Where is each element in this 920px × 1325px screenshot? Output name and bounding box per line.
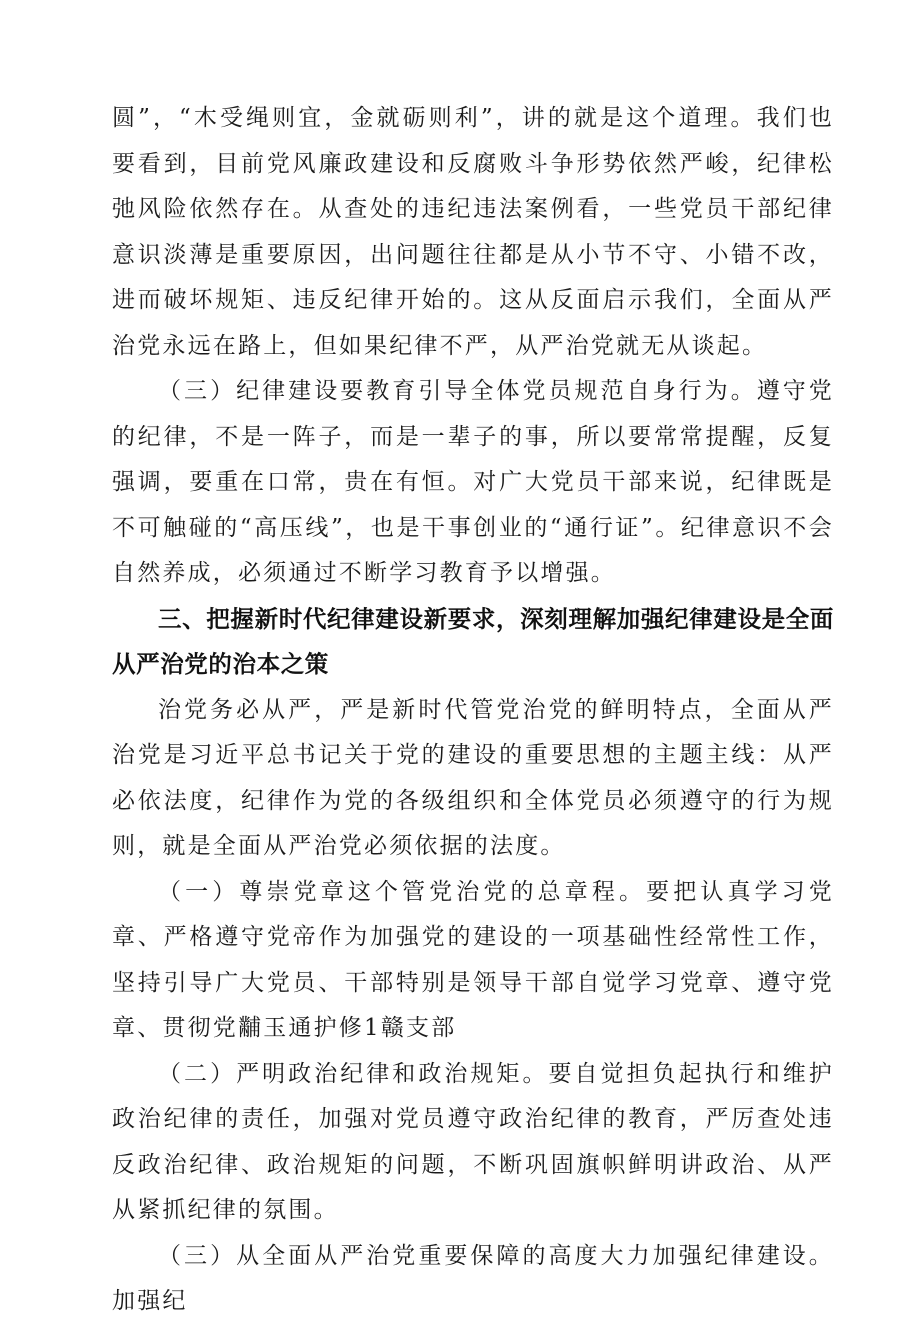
paragraph-4: 治党务必从严，严是新时代管党治党的鲜明特点，全面从严治党是习近平总书记关于党的建设的重要思想的主题主线：从严必依法度，纪律作为党的各级组织和全体党员必须遵守的行为规则，就是全面从严治党必须依据的法度。 (112, 696, 834, 859)
paragraph-1: 圆”，“木受绳则宜，金就砺则利”，讲的就是这个道理。我们也要看到，目前党风廉政建设和反腐败斗争形势依然严峻，纪律松弛风险依然存在。从查处的违纪违法案例看，一些党员干部纪律意识淡薄是重要原因，出问题往往都是从小节不守、小错不改，进而破坏规矩、违反纪律开始的。这从反面启示我们，全面从严治党永远在路上，但如果纪律不严，从严治党就无从谈起。 (112, 105, 834, 359)
paragraph-7: （三）从全面从严治党重要保障的高度大力加强纪律建设。加强纪 (112, 1242, 834, 1314)
section-heading: 三、把握新时代纪律建设新要求，深刻理解加强纪律建设是全面从严治党的治本之策 (112, 604, 834, 678)
paragraph-2: （三）纪律建设要教育引导全体党员规范自身行为。遵守党的纪律，不是一阵子，而是一辈子的事，所以要常常提醒，反复强调，要重在口常，贵在有恒。对广大党员干部来说，纪律既是不可触碰的“高压线”，也是干事创业的“通行证”。纪律意识不会自然养成，必须通过不断学习教育予以增强。 (112, 378, 834, 586)
paragraph-5: （一）尊崇党章这个管党治党的总章程。要把认真学习党章、严格遵守党帝作为加强党的建设的一项基础性经常性工作，坚持引导广大党员、干部特别是领导干部自觉学习党章、遵守党章、贯彻党黼玉通护修1赣支部 (112, 878, 834, 1041)
paragraph-6: （二）严明政治纪律和政治规矩。要自觉担负起执行和维护政治纪律的责任，加强对党员遵守政治纪律的教育，严厉查处违反政治纪律、政治规矩的问题，不断巩固旗帜鲜明讲政治、从严从紧抓纪律的氛围。 (112, 1060, 834, 1223)
